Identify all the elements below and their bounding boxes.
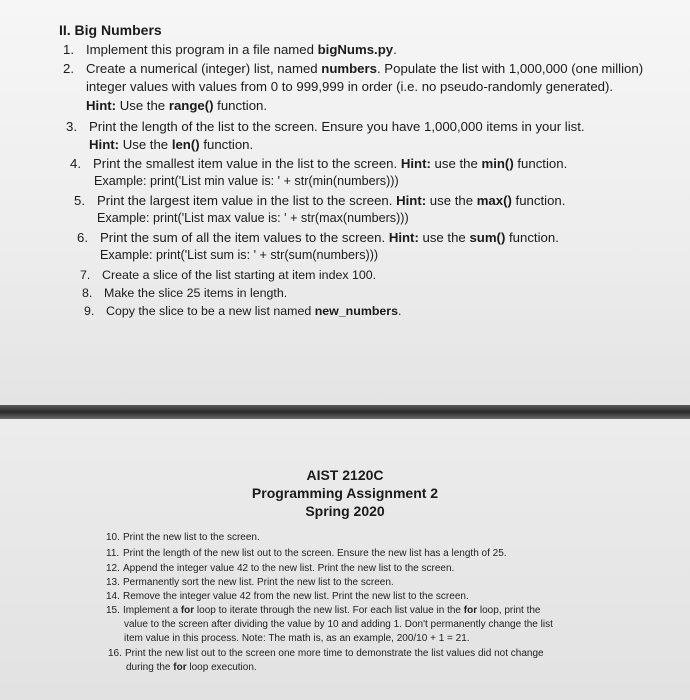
item-number: 11. <box>106 548 120 559</box>
item-text: Append the integer value 42 to the new list. Print the new list to the screen. <box>123 563 455 574</box>
item-text: Print the new list out to the screen one more time to demonstrate the list values did not change <box>125 648 544 659</box>
item-text: Print the length of the new list out to the screen. Ensure the new list has a length of 25. <box>123 548 507 559</box>
item-text: Print the length of the list to the screen. Ensure you have 1,000,000 items in your list. <box>89 119 585 134</box>
item-number: 7. <box>80 268 91 282</box>
item-number: 8. <box>82 286 93 300</box>
item-text: Implement this program in a file named bigNums.py. <box>86 42 397 57</box>
item-6-example: Example: print('List sum is: ' + str(sum(numbers))) <box>100 248 379 262</box>
course-code: AIST 2120C <box>306 467 384 483</box>
item-text: Create a numerical (integer) list, named numbers. Populate the list with 1,000,000 (one million) <box>86 61 644 76</box>
section-heading: II. Big Numbers <box>59 22 162 38</box>
item-number: 10. <box>106 532 120 543</box>
item-text: Print the sum of all the item values to the screen. Hint: use the sum() function. <box>100 230 559 245</box>
item-3-hint: Hint: Use the len() function. <box>89 137 254 152</box>
item-number: 12. <box>106 563 120 574</box>
item-text: Print the smallest item value in the list to the screen. Hint: use the min() function. <box>93 156 568 171</box>
item-text: Implement a for loop to iterate through the new list. For each list value in the for loop, print the <box>123 605 541 616</box>
item-number: 5. <box>74 193 85 208</box>
item-2-hint: Hint: Use the range() function. <box>86 98 268 113</box>
term: Spring 2020 <box>305 503 385 519</box>
item-2-line-2: integer values with values from 0 to 999,999 in order (i.e. no pseudo-randomly generated). <box>86 79 614 94</box>
item-number: 4. <box>70 156 81 171</box>
assignment-title: Programming Assignment 2 <box>251 485 439 501</box>
item-15-line-2: value to the screen after dividing the value by 10 and adding 1. Don't permanently change the list <box>124 619 553 630</box>
item-16-line-2: during the for loop execution. <box>126 662 257 673</box>
item-number: 13. <box>106 577 120 588</box>
item-text: Remove the integer value 42 from the new list. Print the new list to the screen. <box>123 591 469 602</box>
item-15-line-3: item value in this process. Note: The math is, as an example, 200/10 + 1 = 21. <box>124 633 470 644</box>
page-divider <box>0 405 690 419</box>
item-number: 3. <box>66 119 77 134</box>
item-text: Permanently sort the new list. Print the new list to the screen. <box>123 577 394 588</box>
item-text: Print the largest item value in the list to the screen. Hint: use the max() function. <box>97 193 566 208</box>
item-number: 6. <box>77 230 88 245</box>
item-number: 16. <box>108 648 122 659</box>
item-text: Make the slice 25 items in length. <box>104 286 288 300</box>
item-4-example: Example: print('List min value is: ' + str(min(numbers))) <box>94 174 399 188</box>
item-number: 2. <box>63 61 74 76</box>
item-text: Copy the slice to be a new list named new_numbers. <box>106 304 402 318</box>
item-number: 15. <box>106 605 120 616</box>
item-number: 1. <box>63 42 74 57</box>
item-number: 14. <box>106 591 120 602</box>
item-number: 9. <box>84 304 95 318</box>
item-5-example: Example: print('List max value is: ' + str(max(numbers))) <box>97 211 409 225</box>
item-text: Create a slice of the list starting at item index 100. <box>102 268 377 282</box>
item-text: Print the new list to the screen. <box>123 532 260 543</box>
